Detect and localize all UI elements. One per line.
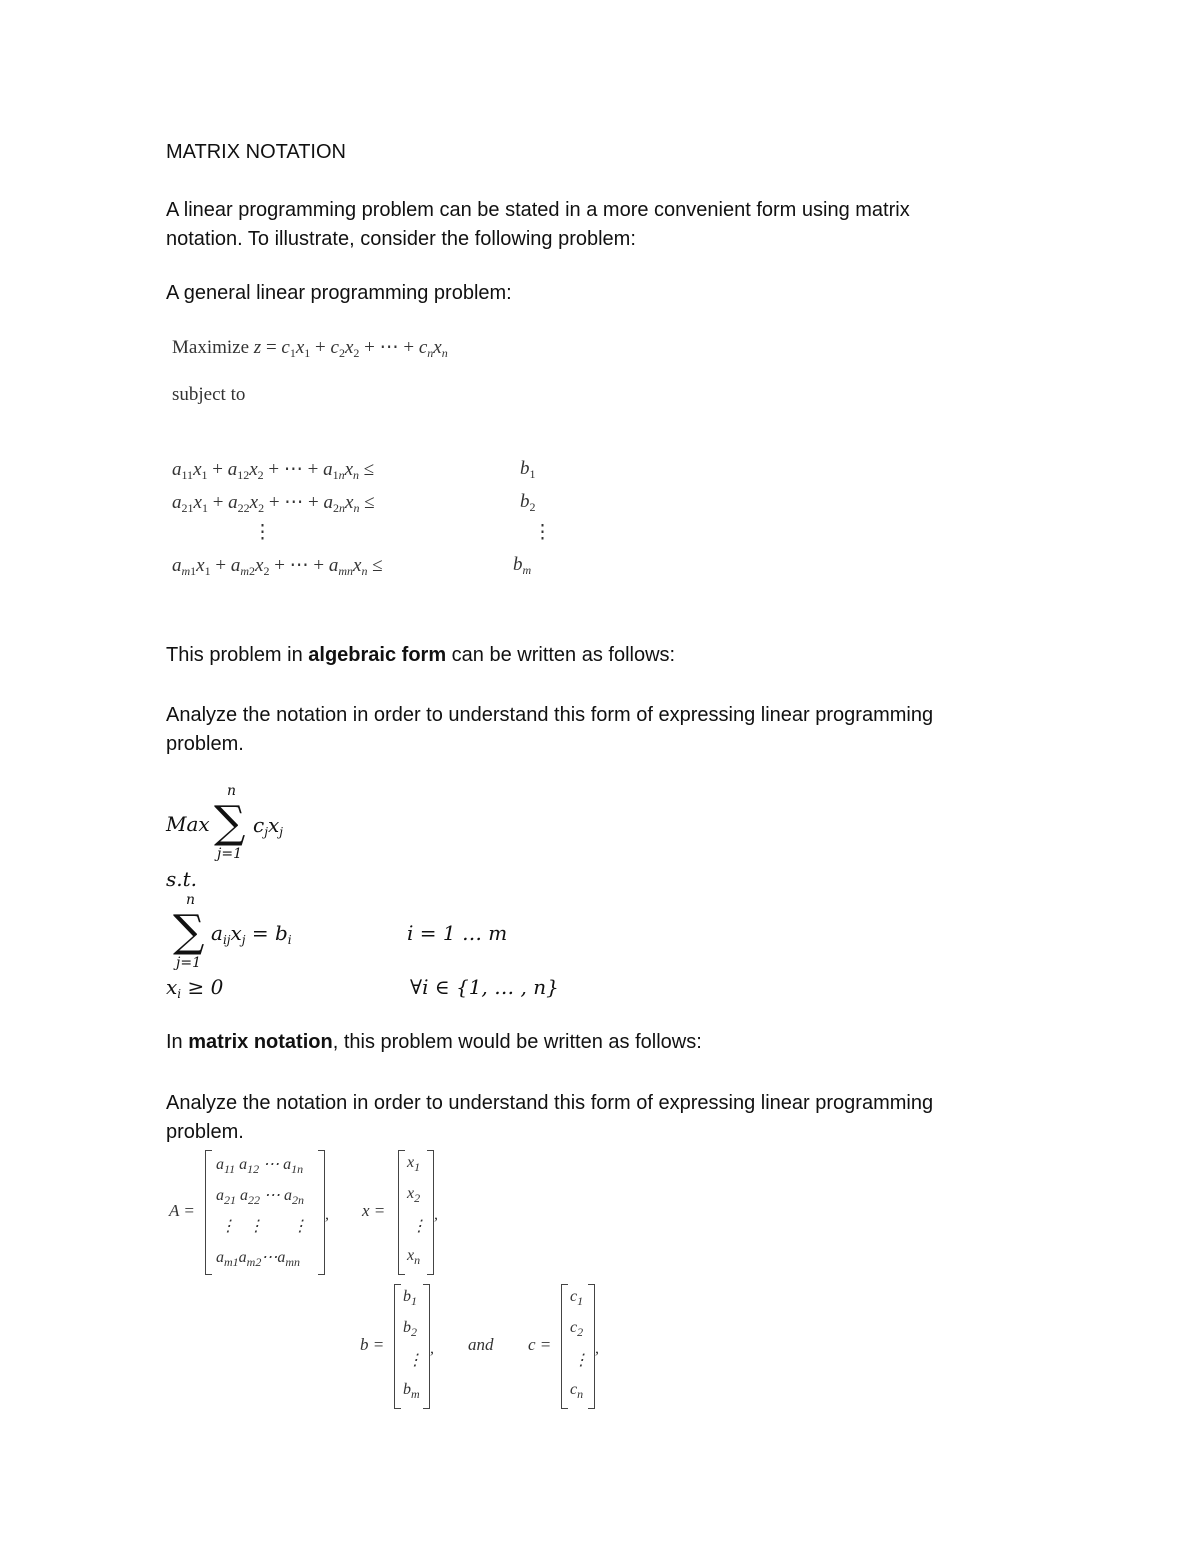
constraint-row-m: $a_{m1}x_1 + a_{m2}x_2$ + ⋯ + $a_{mn}x_n$ ≤ — [172, 555, 383, 578]
vector-b-label: b = — [360, 1335, 385, 1354]
intro-line-2: notation. To illustrate, consider the following problem: — [166, 228, 636, 250]
matrix-a-label: A = — [169, 1201, 195, 1220]
vector-x: $x_1$ $x_2$ ⋮ $x_n$ — [398, 1150, 434, 1275]
vector-c-label: c = — [528, 1335, 552, 1354]
vector-b: $b_1$ $b_2$ ⋮ $b_m$ — [394, 1284, 430, 1409]
rhs-bm: $b_m$ — [513, 554, 532, 577]
forall-domain: ∀i ∈ {1, … , n} — [410, 975, 559, 999]
comma-c: , — [595, 1340, 599, 1357]
objective-function: Maximize $z = c_1x_1 + c_2x_2$ + ⋯ + $c_nx_n$ — [172, 337, 448, 360]
sigma-symbol-2: ∑ — [173, 906, 205, 957]
constraint-equation: $a_{ij}x_j = b_i$ — [211, 921, 292, 947]
vertical-ellipsis-rhs: ⋮ — [533, 522, 552, 543]
constraint-row-1: $a_{11}x_1 + a_{12}x_2$ + ⋯ + $a_{1n}x_n$ ≤ — [172, 459, 375, 482]
constraint-row-2: $a_{21}x_1 + a_{22}x_2$ + ⋯ + $a_{2n}x_n$ ≤ — [172, 492, 375, 515]
intro-paragraph — [166, 196, 910, 254]
comma-a: , — [325, 1206, 329, 1223]
objective-term: $c_jx_j$ — [253, 813, 283, 839]
intro-line-1: A linear programming problem can be stated in a more convenient form using matrix — [166, 199, 910, 221]
analyze-paragraph-2: Analyze the notation in order to understand this form of expressing linear programming problem. — [166, 1092, 934, 1143]
and-word: and — [468, 1335, 494, 1354]
analyze-paragraph-1: Analyze the notation in order to understand this form of expressing linear programming problem. — [166, 704, 934, 755]
sigma-symbol-1: ∑ — [214, 797, 246, 848]
max-label: Max — [166, 812, 210, 836]
comma-b: , — [430, 1340, 434, 1357]
general-problem-label: A general linear programming problem: — [166, 282, 512, 304]
rhs-b2: $b_2$ — [520, 491, 536, 514]
sum-lower-limit-1: j=1 — [217, 846, 242, 862]
vector-x-label: x = — [362, 1201, 386, 1220]
st-label: s.t. — [166, 867, 198, 891]
subject-to-label: subject to — [172, 384, 246, 405]
index-range: i = 1 … m — [407, 921, 508, 945]
vertical-ellipsis: ⋮ — [253, 522, 272, 543]
matrix-notation-sentence: In matrix notation, this problem would be written as follows: — [166, 1031, 702, 1053]
comma-x: , — [434, 1206, 438, 1223]
rhs-b1: $b_1$ — [520, 458, 536, 481]
matrix-a: $a_{11}$ $a_{12}$ ⋯ $a_{1n}$ $a_{21}$ $a_{22}$ ⋯ $a_{2n}$ ⋮ ⋮ ⋮ $a_{m1}a_{m2}\cdots a_{mn}$ — [205, 1150, 325, 1275]
page-title: MATRIX NOTATION — [166, 141, 346, 163]
sum-lower-limit-2: j=1 — [176, 955, 201, 971]
nonnegativity: $x_i \ge 0$ — [166, 975, 224, 1001]
sum-upper-limit-1: n — [227, 783, 237, 799]
vector-c: $c_1$ $c_2$ ⋮ $c_n$ — [561, 1284, 595, 1409]
algebraic-form-sentence: This problem in algebraic form can be written as follows: — [166, 644, 676, 666]
sum-upper-limit-2: n — [186, 892, 196, 908]
